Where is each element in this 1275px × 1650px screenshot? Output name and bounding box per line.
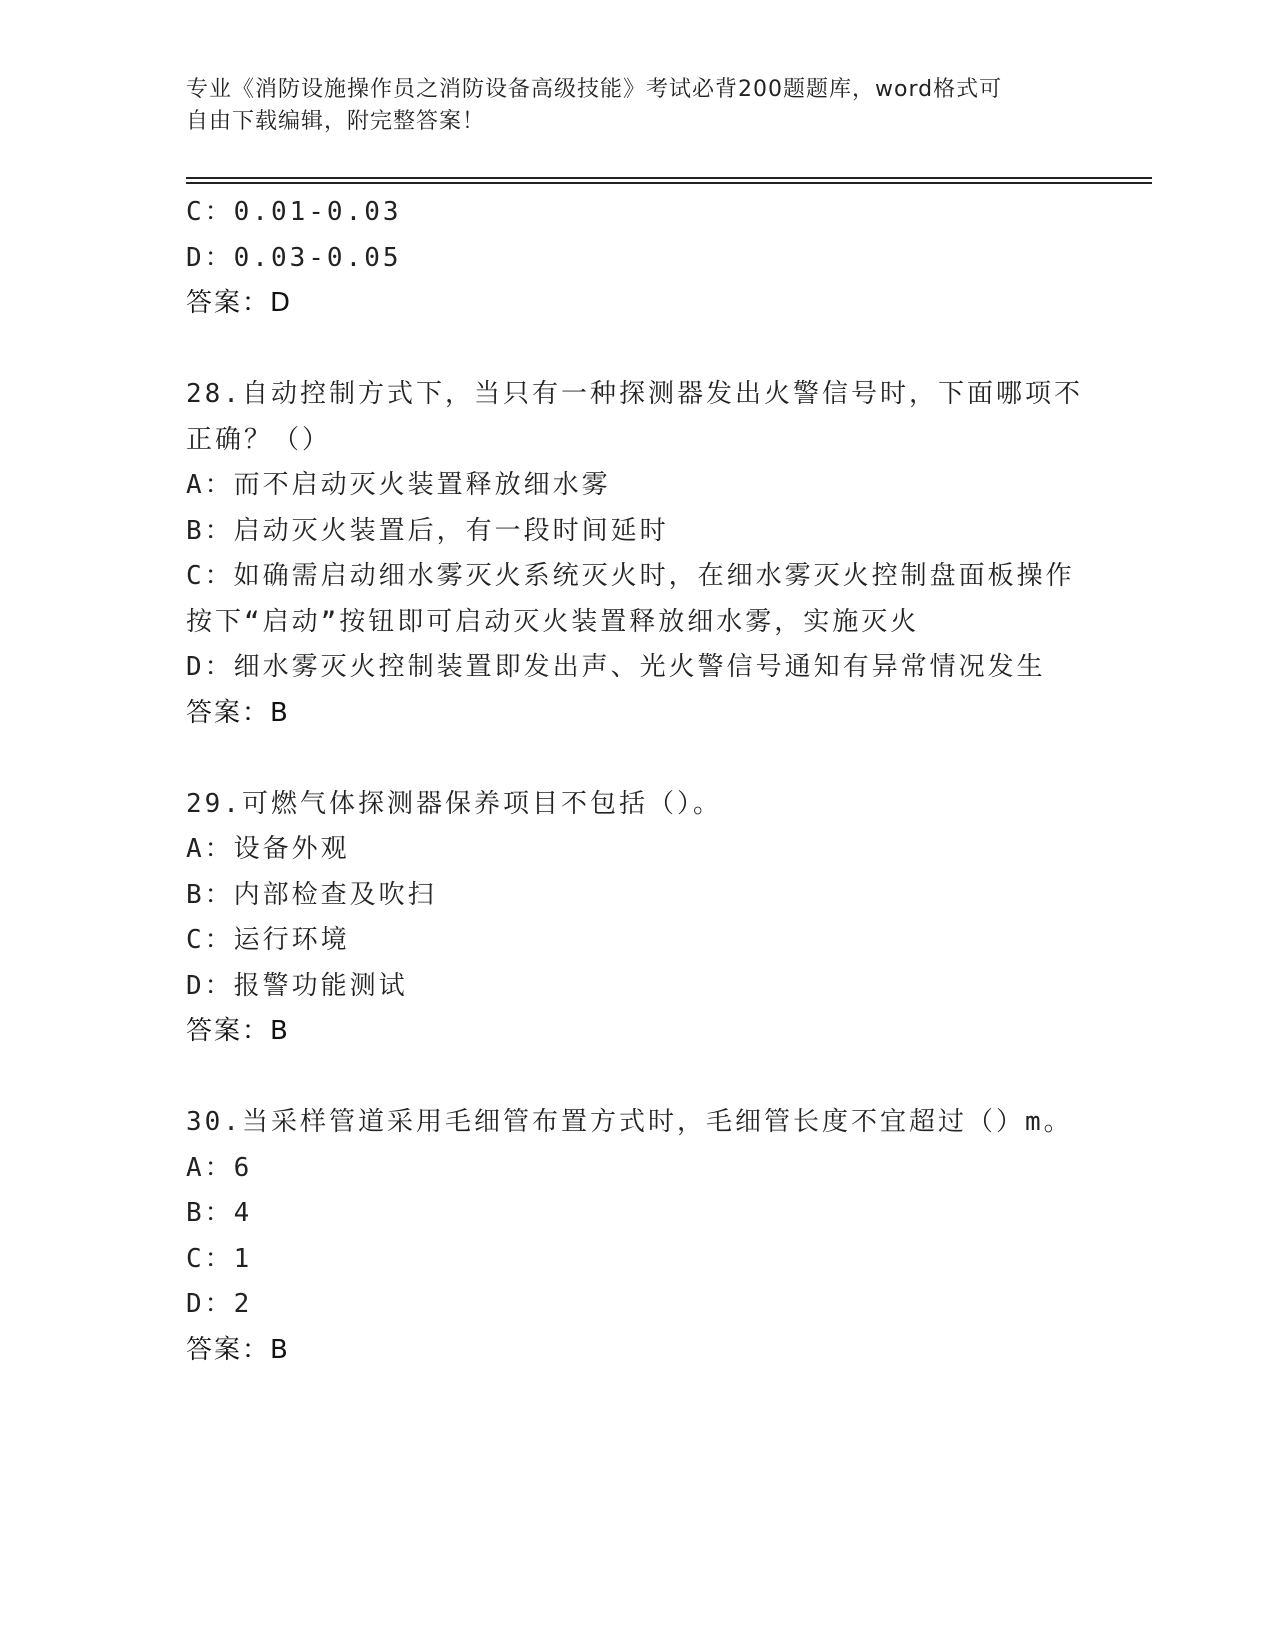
question-content [186, 190, 1106, 1373]
option-d: D：报警功能测试 [186, 970, 408, 1001]
option-c: C：1 [186, 1243, 253, 1274]
option-d: D：细水雾灭火控制装置即发出声、光火警信号通知有异常情况发生 [186, 652, 1046, 682]
answer-line: 答案：D [186, 288, 293, 318]
question-29 [186, 782, 1106, 1055]
option-d: D：2 [186, 1289, 253, 1319]
answer-line: 答案：B [186, 1016, 290, 1046]
header-divider-bottom [186, 182, 1152, 184]
answer-line: 答案：B [186, 1334, 290, 1365]
question-28 [186, 372, 1106, 736]
spacer [186, 327, 1106, 373]
question-stem: 29.可燃气体探测器保养项目不包括（）。 [186, 788, 722, 819]
option-a: A：而不启动灭火装置释放细水雾 [186, 470, 611, 500]
header-line-2: 自由下载编辑，附完整答案！ [186, 109, 486, 134]
question-stem: 28.自动控制方式下，当只有一种探测器发出火警信号时，下面哪项不 [186, 379, 1083, 409]
option-c-continued: 按下“启动”按钮即可启动灭火装置释放细水雾，实施灭火 [186, 606, 920, 637]
option-b: B：启动灭火装置后，有一段时间延时 [186, 515, 669, 546]
question-30 [186, 1100, 1106, 1373]
option-b: B：4 [186, 1198, 253, 1228]
header-line-1: 专业《消防设施操作员之消防设备高级技能》考试必背200题题库，word格式可 [186, 77, 1003, 102]
answer-line: 答案：B [186, 697, 290, 728]
option-a: A：设备外观 [186, 834, 350, 864]
header-divider-top [186, 177, 1152, 179]
option-a: A：6 [186, 1152, 253, 1183]
option-d: D：0.03-0.05 [186, 242, 402, 273]
spacer [186, 736, 1106, 782]
prev-question-block [186, 190, 1106, 327]
question-stem-continued: 正确？（） [186, 424, 332, 455]
option-c: C：0.01-0.03 [186, 197, 402, 227]
option-b: B：内部检查及吹扫 [186, 879, 437, 910]
option-c: C：如确需启动细水雾灭火系统灭火时，在细水雾灭火控制盘面板操作 [186, 561, 1075, 591]
question-stem: 30.当采样管道采用毛细管布置方式时，毛细管长度不宜超过（）m。 [186, 1107, 1073, 1137]
spacer [186, 1055, 1106, 1101]
option-c: C：运行环境 [186, 925, 350, 955]
document-header [186, 74, 1066, 138]
